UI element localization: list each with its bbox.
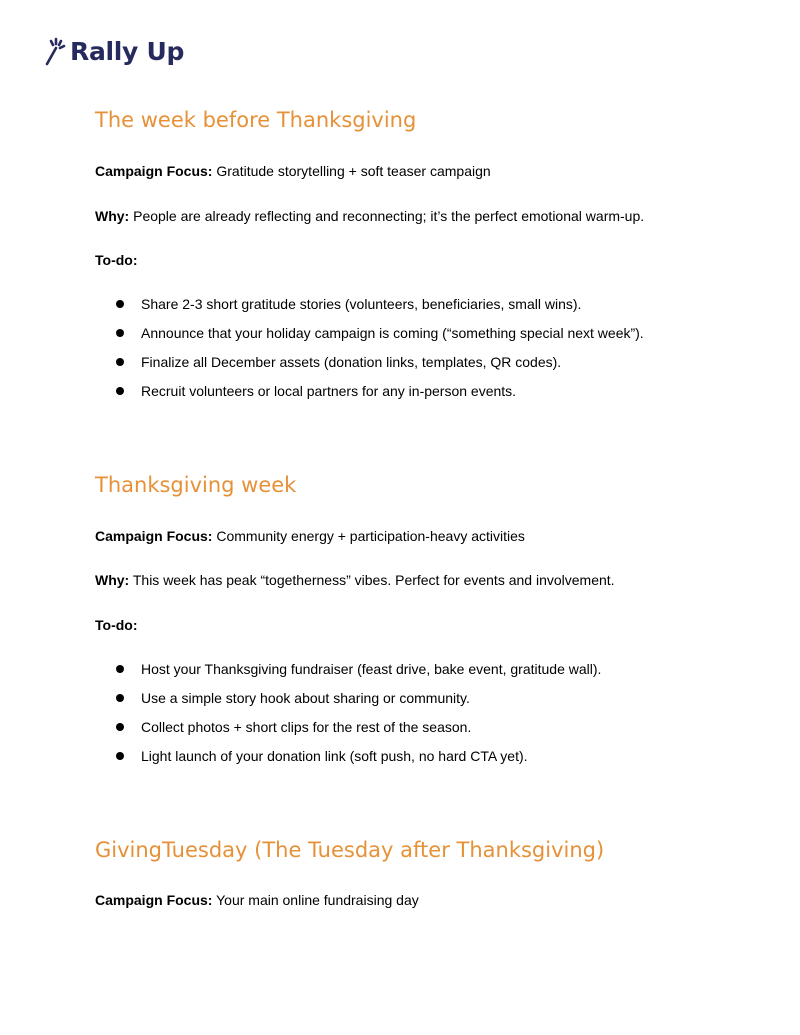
list-item: Share 2-3 short gratitude stories (volunteers, beneficiaries, small wins).: [115, 295, 644, 324]
list-item: Host your Thanksgiving fundraiser (feast drive, bake event, gratitude wall).: [115, 660, 601, 689]
section-heading: Thanksgiving week: [95, 473, 297, 497]
section-heading: GivingTuesday (The Tuesday after Thanksgiving): [95, 838, 605, 862]
section-thanksgiving-week: [95, 471, 735, 764]
section-week-before: [95, 106, 735, 399]
sparkle-burst-icon: [45, 36, 67, 66]
why-text: People are already reflecting and reconnecting; it’s the perfect emotional warm-up.: [133, 208, 645, 224]
campaign-focus-text: Your main online fundraising day: [216, 892, 419, 908]
campaign-focus-label: Campaign Focus:: [95, 528, 213, 544]
campaign-focus-text: Community energy + participation-heavy activities: [216, 528, 525, 544]
campaign-focus: [95, 891, 419, 909]
todo-list: [115, 295, 644, 411]
why-label: Why:: [95, 208, 130, 224]
list-item: Announce that your holiday campaign is coming (“something special next week”).: [115, 324, 644, 353]
why-line: [95, 207, 644, 225]
campaign-focus-label: Campaign Focus:: [95, 892, 213, 908]
todo-label: To-do:: [95, 252, 138, 268]
campaign-focus: [95, 527, 525, 545]
todo-list: [115, 660, 601, 776]
todo-label: To-do:: [95, 617, 138, 633]
section-giving-tuesday: [95, 836, 735, 908]
why-label: Why:: [95, 572, 130, 588]
brand-logo: [45, 33, 184, 69]
list-item: Collect photos + short clips for the rest of the season.: [115, 718, 601, 747]
todo-heading: [95, 251, 138, 269]
section-heading: The week before Thanksgiving: [95, 108, 417, 132]
todo-heading: [95, 616, 138, 634]
campaign-focus: [95, 162, 491, 180]
brand-name: Rally Up: [70, 36, 185, 66]
campaign-focus-label: Campaign Focus:: [95, 163, 213, 179]
why-text: This week has peak “togetherness” vibes. Perfect for events and involvement.: [132, 572, 615, 588]
list-item: Finalize all December assets (donation links, templates, QR codes).: [115, 353, 644, 382]
list-item: Light launch of your donation link (soft push, no hard CTA yet).: [115, 747, 601, 776]
list-item: Use a simple story hook about sharing or community.: [115, 689, 601, 718]
campaign-focus-text: Gratitude storytelling + soft teaser campaign: [216, 163, 491, 179]
why-line: [95, 571, 615, 589]
list-item: Recruit volunteers or local partners for any in-person events.: [115, 382, 644, 411]
